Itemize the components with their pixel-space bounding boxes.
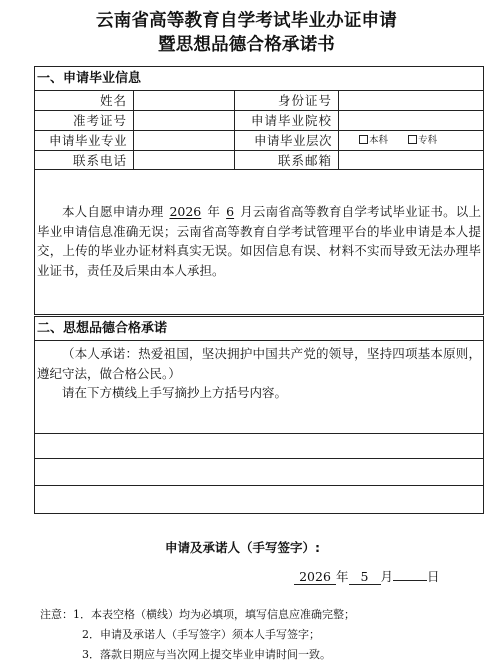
note-2: 2．申请及承诺人（手写签字）须本人手写签字；	[82, 628, 320, 641]
checkbox-associate[interactable]	[408, 135, 417, 144]
sign-day-unit: 日	[427, 569, 440, 584]
statement-year: 2026	[169, 204, 202, 219]
phone-label: 联系电话	[72, 153, 127, 168]
exam-number-field[interactable]	[133, 111, 235, 130]
name-label: 姓名	[99, 93, 127, 108]
statement-year-unit: 年	[207, 204, 221, 219]
graduation-info-section	[34, 66, 484, 315]
option-associate: 专科	[418, 135, 438, 146]
handwriting-line-3[interactable]	[35, 485, 483, 486]
form-row-name	[35, 91, 483, 111]
major-label: 申请毕业专业	[48, 133, 127, 148]
exam-number-label: 准考证号	[72, 113, 127, 128]
statement-month: 6	[226, 204, 235, 219]
handwriting-line-1[interactable]	[35, 433, 483, 434]
handwriting-line-2[interactable]	[35, 458, 483, 459]
sign-day[interactable]	[393, 580, 427, 581]
document-title-line1: 云南省高等教育自学考试毕业办证申请	[96, 11, 397, 31]
school-field[interactable]	[338, 111, 483, 130]
form-row-contact	[35, 151, 483, 170]
note-3: 3．落款日期应与当次网上提交毕业申请时间一致。	[82, 648, 331, 661]
statement-prefix: 本人自愿申请办理	[62, 204, 164, 219]
signature-label: 申请及承诺人（手写签字）:	[165, 540, 320, 555]
level-options	[338, 131, 483, 150]
email-field[interactable]	[338, 151, 483, 170]
statement-body: 月云南省高等教育自学考试毕业证书。以上毕业申请信息准确无误；云南省高等教育自学考试管理平台的毕业申请是本人提交，上传的毕业办证材料真实无误。如因信息有误、材料不实而导致无法办理毕业证书，责任及后果由本人承担。	[37, 204, 481, 278]
note-1: 注意：1．本表空格（横线）均为必填项，填写信息应准确完整；	[40, 608, 355, 621]
level-label: 申请毕业层次	[253, 133, 332, 148]
sign-year-unit: 年	[336, 569, 349, 584]
section1-heading: 一、申请毕业信息	[35, 67, 483, 91]
school-label: 申请毕业院校	[250, 113, 332, 128]
id-number-field[interactable]	[338, 91, 483, 110]
sign-month[interactable]: 5	[349, 569, 381, 585]
phone-field[interactable]	[133, 151, 235, 170]
major-field[interactable]	[133, 131, 235, 150]
moral-promise-section	[34, 316, 484, 514]
application-statement	[37, 202, 481, 280]
id-number-label: 身份证号	[277, 93, 332, 108]
name-field[interactable]	[133, 91, 235, 110]
option-bachelor: 本科	[369, 135, 389, 146]
sign-year[interactable]: 2026	[294, 569, 336, 585]
form-row-major	[35, 131, 483, 151]
sign-month-unit: 月	[380, 569, 394, 584]
copy-instruction: 请在下方横线上手写摘抄上方括号内容。	[62, 385, 288, 400]
promise-text: （本人承诺：热爱祖国，坚决拥护中国共产党的领导，坚持四项基本原则，遵纪守法，做合格公民。）	[37, 346, 481, 381]
email-label: 联系邮箱	[277, 153, 332, 168]
signature-date	[294, 567, 440, 585]
document-title-line2: 暨思想品德合格承诺书	[158, 35, 335, 55]
checkbox-bachelor[interactable]	[359, 135, 368, 144]
section2-heading: 二、思想品德合格承诺	[35, 317, 483, 341]
form-row-exam	[35, 111, 483, 131]
